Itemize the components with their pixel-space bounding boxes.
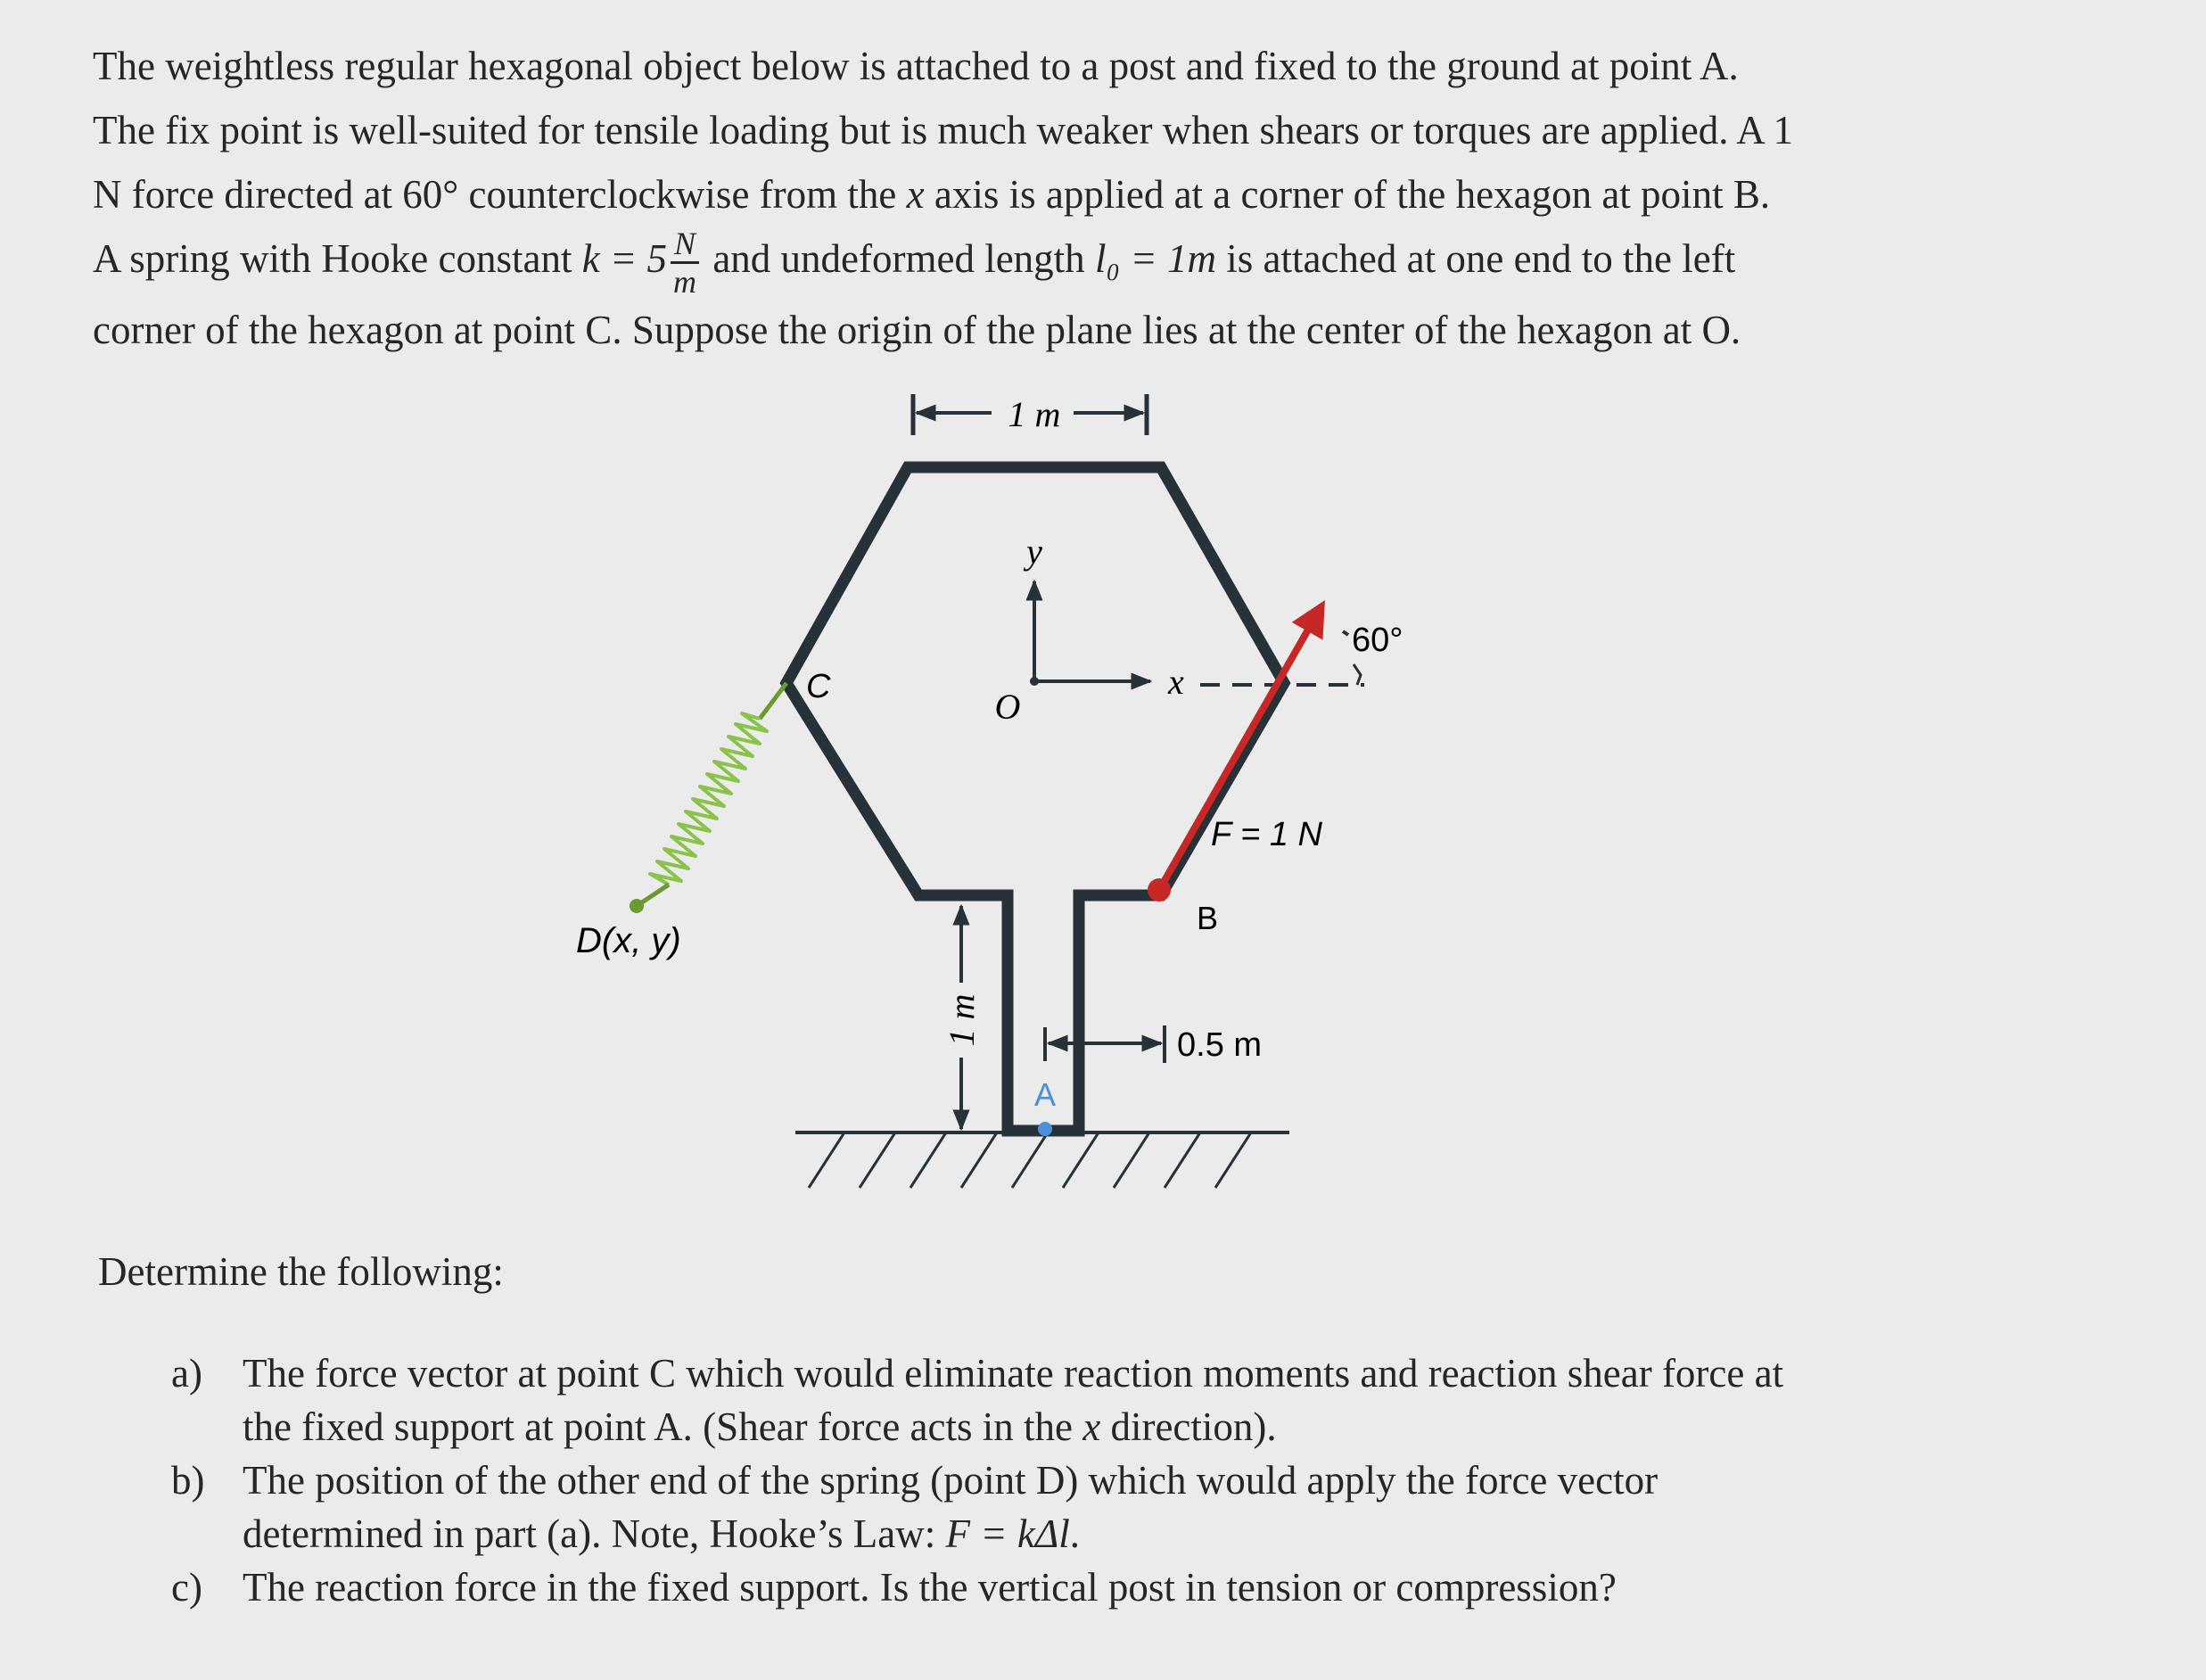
- origin-label: O: [994, 687, 1021, 727]
- question-a-line-2-post: direction).: [1100, 1404, 1277, 1449]
- questions: [98, 1248, 2015, 1614]
- question-b-letter: b): [171, 1458, 205, 1503]
- angle-annotation: [1343, 622, 1403, 685]
- question-b-line-2-post: .: [1069, 1511, 1080, 1556]
- force-label: F = 1 N: [1211, 816, 1322, 853]
- point-a-label: A: [1033, 1076, 1057, 1113]
- ground: [795, 1132, 1289, 1188]
- x-axis-label: x: [1168, 662, 1184, 702]
- hookes-law-formula: F = kΔl: [945, 1511, 1070, 1556]
- question-a-letter: a): [171, 1351, 202, 1396]
- intro-line-4-mid: and undeformed length: [703, 236, 1095, 281]
- point-d-label: D(x, y): [576, 921, 681, 960]
- intro-line-4-post: is attached at one end to the left: [1215, 236, 1736, 281]
- question-c-letter: c): [171, 1565, 202, 1610]
- question-b-line-2: [243, 1507, 2015, 1561]
- question-b-line-2-pre: determined in part (a). Note, Hooke’s Law:: [243, 1511, 946, 1556]
- question-a-var-x: x: [1082, 1404, 1101, 1449]
- question-c-line-1: The reaction force in the fixed support. Is the vertical post in tension or compression?: [243, 1565, 1617, 1610]
- unit-numerator: N: [671, 227, 699, 264]
- unit-denominator: m: [673, 264, 697, 301]
- question-b-line-1: The position of the other end of the spring (point D) which would apply the force vector: [243, 1458, 1659, 1503]
- intro-line-5: corner of the hexagon at point C. Suppose the origin of the plane lies at the center of the hexagon at O.: [93, 308, 1741, 353]
- angle-label: 60°: [1352, 622, 1403, 659]
- top-dimension: [913, 394, 1147, 435]
- post-width-label: 0.5 m: [1177, 1026, 1263, 1064]
- question-b: [98, 1454, 2015, 1561]
- question-a: [98, 1346, 2015, 1454]
- question-c: [98, 1561, 2015, 1614]
- post-height-dimension: [942, 906, 982, 1129]
- questions-heading: Determine the following:: [98, 1249, 504, 1294]
- hooke-constant: k = 5: [581, 236, 668, 281]
- intro-line-4-pre: A spring with Hooke constant: [93, 236, 582, 281]
- question-a-line-1: The force vector at point C which would eliminate reaction moments and reaction shear force at: [243, 1351, 1784, 1396]
- point-b-marker: [1148, 878, 1171, 902]
- y-axis-label: y: [1026, 531, 1042, 572]
- point-a-marker: [1038, 1122, 1052, 1136]
- top-dimension-label: 1 m: [1008, 394, 1061, 434]
- intro-line-2: The fix point is well-suited for tensile loading but is much weaker when shears or torques are applied. A 1: [93, 108, 1794, 152]
- point-d-marker: [630, 899, 644, 913]
- intro-line-3-pre: N force directed at 60° counterclockwise from the: [93, 172, 907, 217]
- intro-line-1: The weightless regular hexagonal object below is attached to a post and fixed to the ground at point A.: [93, 44, 1739, 88]
- question-a-line-2: [243, 1400, 2015, 1454]
- point-c-label: C: [806, 668, 831, 705]
- post-height-label: 1 m: [942, 993, 982, 1047]
- question-a-line-2-pre: the fixed support at point A. (Shear force acts in the: [243, 1404, 1083, 1449]
- point-b-label: B: [1197, 900, 1219, 936]
- spring: [630, 683, 786, 913]
- undeformed-length: l₀ = 1m: [1094, 236, 1216, 281]
- intro-line-3-post: axis is applied at a corner of the hexagon at point B.: [924, 172, 1771, 217]
- intro-var-x: x: [906, 172, 925, 217]
